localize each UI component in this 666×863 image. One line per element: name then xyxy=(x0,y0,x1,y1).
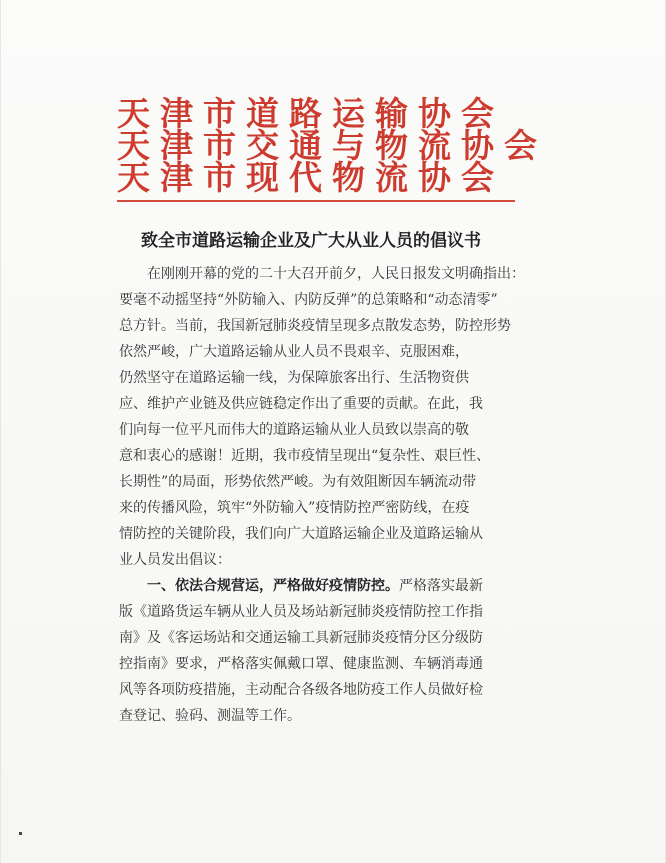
document-body xyxy=(119,261,525,729)
body-line: 情防控的关键阶段，我们向广大道路运输企业及道路运输从 xyxy=(119,526,483,542)
body-line: 风等各项防疫措施，主动配合各级各地防疫工作人员做好检 xyxy=(119,682,483,698)
body-line: 要毫不动摇坚持“外防输入、内防反弹”的总策略和“动态清零” xyxy=(119,292,498,308)
body-line: 控指南》要求，严格落实佩戴口罩、健康监测、车辆消毒通 xyxy=(119,656,483,672)
body-line: 南》及《客运场站和交通运输工具新冠肺炎疫情分区分级防 xyxy=(119,630,483,646)
body-line: 应、维护产业链及供应链稳定作出了重要的贡献。在此，我 xyxy=(119,396,483,412)
letterhead-line-2: 天津市交通与物流协会 xyxy=(117,126,547,165)
body-line: 查登记、验码、测温等工作。 xyxy=(119,708,301,724)
document-title: 致全市道路运输企业及广大从业人员的倡议书 xyxy=(141,231,481,251)
body-line: 版《道路货运车辆从业人员及场站新冠肺炎疫情防控工作指 xyxy=(119,604,483,620)
body-line: 仍然坚守在道路运输一线，为保障旅客出行、生活物资供 xyxy=(119,370,469,386)
body-line: 依然严峻，广大道路运输从业人员不畏艰辛、克服困难， xyxy=(119,344,469,360)
body-line: 业人员发出倡议： xyxy=(119,552,231,568)
letterhead xyxy=(117,94,547,197)
letterhead-line-1: 天津市道路运输协会 xyxy=(117,94,504,133)
letterhead-line-3: 天津市现代物流协会 xyxy=(117,158,504,197)
section-1-heading: 一、依法合规营运，严格做好疫情防控。 xyxy=(147,578,399,594)
letterhead-divider xyxy=(117,200,515,202)
section-1-first-line xyxy=(119,573,501,599)
body-line: 们向每一位平凡而伟大的道路运输从业人员致以崇高的敬 xyxy=(119,422,469,438)
body-line: 长期性”的局面，形势依然严峻。为有效阻断因车辆流动带 xyxy=(119,474,477,490)
body-line: 来的传播风险，筑牢“外防输入”疫情防控严密防线，在疫 xyxy=(119,500,470,516)
body-line: 总方针。当前，我国新冠肺炎疫情呈现多点散发态势，防控形势 xyxy=(119,318,511,334)
body-line: 在刚刚开幕的党的二十大召开前夕，人民日报发文明确指出： xyxy=(147,266,525,282)
section-1-text-start: 严格落实最新 xyxy=(399,578,483,594)
body-line: 意和衷心的感谢！近期，我市疫情呈现出“复杂性、艰巨性、 xyxy=(119,448,491,464)
scan-mark xyxy=(19,832,22,835)
